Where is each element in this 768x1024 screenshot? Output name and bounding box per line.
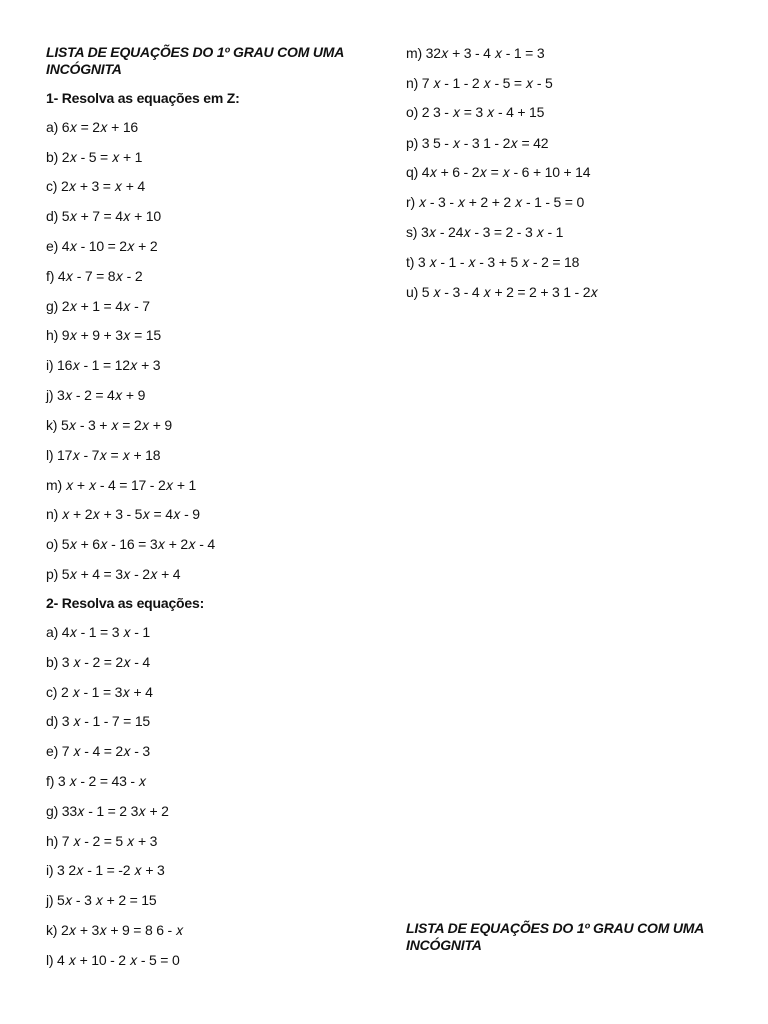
- equation-2u: u) 5 𝑥 - 3 - 4 𝑥 + 2 = 2 + 3 1 - 2𝑥: [406, 284, 598, 300]
- equation-2h: h) 7 𝑥 - 2 = 5 𝑥 + 3: [46, 833, 158, 849]
- equation-1i: i) 16𝑥 - 1 = 12𝑥 + 3: [46, 357, 161, 373]
- equation-1e: e) 4𝑥 - 10 = 2𝑥 + 2: [46, 238, 158, 254]
- equation-2e: e) 7 𝑥 - 4 = 2𝑥 - 3: [46, 743, 151, 759]
- equation-1a: a) 6𝑥 = 2𝑥 + 16: [46, 119, 138, 135]
- equation-2i: i) 3 2𝑥 - 1 = -2 𝑥 + 3: [46, 862, 165, 878]
- equation-1h: h) 9𝑥 + 9 + 3𝑥 = 15: [46, 327, 161, 343]
- equation-1g: g) 2𝑥 + 1 = 4𝑥 - 7: [46, 298, 150, 314]
- equation-2l: l) 4 𝑥 + 10 - 2 𝑥 - 5 = 0: [46, 952, 180, 968]
- equation-1f: f) 4𝑥 - 7 = 8𝑥 - 2: [46, 268, 143, 284]
- equation-2p: p) 3 5 - 𝑥 - 3 1 - 2𝑥 = 42: [406, 135, 549, 151]
- equation-1b: b) 2𝑥 - 5 = 𝑥 + 1: [46, 149, 143, 165]
- equation-2b: b) 3 𝑥 - 2 = 2𝑥 - 4: [46, 654, 151, 670]
- page-title: LISTA DE EQUAÇÕES DO 1º GRAU COM UMA INCÓGNITA: [46, 44, 344, 77]
- equation-2n: n) 7 𝑥 - 1 - 2 𝑥 - 5 = 𝑥 - 5: [406, 75, 553, 91]
- equation-2f: f) 3 𝑥 - 2 = 43 - 𝑥: [46, 773, 147, 789]
- equation-1m: m) 𝑥 + 𝑥 - 4 = 17 - 2𝑥 + 1: [46, 477, 197, 493]
- equation-2g: g) 33𝑥 - 1 = 2 3𝑥 + 2: [46, 803, 169, 819]
- equation-2a: a) 4𝑥 - 1 = 3 𝑥 - 1: [46, 624, 151, 640]
- equation-2c: c) 2 𝑥 - 1 = 3𝑥 + 4: [46, 684, 153, 700]
- equation-1o: o) 5𝑥 + 6𝑥 - 16 = 3𝑥 + 2𝑥 - 4: [46, 536, 215, 552]
- equation-2m: m) 32𝑥 + 3 - 4 𝑥 - 1 = 3: [406, 45, 545, 61]
- equation-2r: r) 𝑥 - 3 - 𝑥 + 2 + 2 𝑥 - 1 - 5 = 0: [406, 194, 585, 210]
- equation-2s: s) 3𝑥 - 24𝑥 - 3 = 2 - 3 𝑥 - 1: [406, 224, 564, 240]
- footer-title: LISTA DE EQUAÇÕES DO 1º GRAU COM UMA INCÓGNITA: [406, 920, 704, 953]
- equation-1d: d) 5𝑥 + 7 = 4𝑥 + 10: [46, 208, 161, 224]
- equation-1j: j) 3𝑥 - 2 = 4𝑥 + 9: [46, 387, 146, 403]
- equation-1l: l) 17𝑥 - 7𝑥 = 𝑥 + 18: [46, 447, 161, 463]
- equation-1k: k) 5𝑥 - 3 + 𝑥 = 2𝑥 + 9: [46, 417, 172, 433]
- equation-2t: t) 3 𝑥 - 1 - 𝑥 - 3 + 5 𝑥 - 2 = 18: [406, 254, 580, 270]
- equation-2o: o) 2 3 - 𝑥 = 3 𝑥 - 4 + 15: [406, 104, 545, 120]
- section2-heading: 2- Resolva as equações:: [46, 595, 205, 611]
- equation-2k: k) 2𝑥 + 3𝑥 + 9 = 8 6 - 𝑥: [46, 922, 184, 938]
- equation-2d: d) 3 𝑥 - 1 - 7 = 15: [46, 713, 150, 729]
- equation-2j: j) 5𝑥 - 3 𝑥 + 2 = 15: [46, 892, 157, 908]
- equation-2q: q) 4𝑥 + 6 - 2𝑥 = 𝑥 - 6 + 10 + 14: [406, 164, 591, 180]
- equation-1n: n) 𝑥 + 2𝑥 + 3 - 5𝑥 = 4𝑥 - 9: [46, 506, 200, 522]
- section1-heading: 1- Resolva as equações em Z:: [46, 90, 240, 106]
- equation-1c: c) 2𝑥 + 3 = 𝑥 + 4: [46, 178, 145, 194]
- equation-1p: p) 5𝑥 + 4 = 3𝑥 - 2𝑥 + 4: [46, 566, 181, 582]
